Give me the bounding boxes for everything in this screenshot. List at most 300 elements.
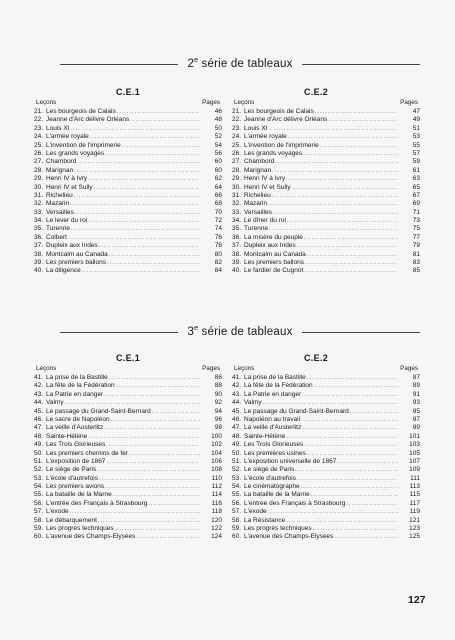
lesson-number: 47. xyxy=(34,424,44,432)
lesson-title: La veille d'Austerlitz xyxy=(46,424,104,432)
lesson-title: La Résistance xyxy=(244,516,286,524)
dot-leader xyxy=(136,533,200,541)
lesson-number: 49. xyxy=(232,441,242,449)
lesson-title: Le dîner du roi xyxy=(244,217,286,225)
lesson-number: 33. xyxy=(34,208,44,216)
lesson-number: 38. xyxy=(34,250,44,258)
dot-leader xyxy=(116,382,200,390)
column-title: C.E.2 xyxy=(304,353,329,363)
dot-leader xyxy=(115,525,200,533)
lesson-number: 50. xyxy=(34,449,44,457)
lesson-number: 31. xyxy=(34,191,44,199)
lesson-number: 35. xyxy=(34,225,44,233)
lesson-row xyxy=(34,475,222,483)
lesson-title: Turenne xyxy=(46,225,70,233)
lesson-row xyxy=(232,209,420,217)
dot-leader xyxy=(148,500,200,508)
lesson-number: 55. xyxy=(232,491,242,499)
dot-leader xyxy=(109,251,200,259)
lesson-page: 51 xyxy=(412,124,420,132)
series-3-heading xyxy=(60,324,420,340)
lesson-page: 104 xyxy=(211,449,222,457)
lesson-row xyxy=(232,475,420,483)
lesson-title: La diligence xyxy=(46,267,81,275)
lesson-row xyxy=(34,142,222,150)
lesson-title: Les premiers avions xyxy=(46,483,105,491)
lesson-page: 100 xyxy=(211,432,222,440)
lesson-page: 95 xyxy=(412,407,420,415)
lesson-title: Les progrès techniques xyxy=(244,525,312,533)
lesson-title: Louis XI xyxy=(46,124,70,132)
lesson-number: 43. xyxy=(232,390,242,398)
lesson-row xyxy=(232,399,420,407)
lesson-row xyxy=(34,209,222,217)
lesson-page: 76 xyxy=(214,233,222,241)
lesson-title: Chambord xyxy=(46,158,77,166)
lesson-title: Les Trois Glorieuses xyxy=(244,441,304,449)
lesson-number: 49. xyxy=(34,441,44,449)
lesson-number: 57. xyxy=(34,508,44,516)
lesson-title: La Patrie en danger xyxy=(46,390,104,398)
column-header xyxy=(232,364,420,374)
lesson-row xyxy=(34,133,222,141)
lesson-number: 60. xyxy=(34,533,44,541)
dot-leader xyxy=(315,108,398,116)
lecons-label: Leçons xyxy=(234,365,255,372)
lesson-row xyxy=(232,158,420,166)
lesson-row xyxy=(34,125,222,133)
lesson-row xyxy=(34,175,222,183)
lesson-page: 83 xyxy=(412,259,420,267)
lesson-list xyxy=(34,374,222,542)
lesson-page: 99 xyxy=(412,424,420,432)
lesson-title: Mazarin xyxy=(244,200,268,208)
lesson-number: 29. xyxy=(232,175,242,183)
lesson-page: 50 xyxy=(214,124,222,132)
lesson-number: 36. xyxy=(34,233,44,241)
lesson-title: La fête de la Fédération xyxy=(46,382,115,390)
lesson-title: Les premiers ballons xyxy=(244,259,304,267)
lesson-page: 91 xyxy=(412,390,420,398)
pages-label: Pages xyxy=(400,99,418,106)
lesson-title: Dupleix aux Indes xyxy=(244,242,296,250)
dot-leader xyxy=(70,200,200,208)
dot-leader xyxy=(75,209,200,217)
lesson-number: 37. xyxy=(232,242,242,250)
column-header xyxy=(232,98,420,108)
lesson-number: 34. xyxy=(232,217,242,225)
lesson-title: L'avenue des Champs-Elysées xyxy=(46,533,136,541)
lesson-page: 119 xyxy=(409,508,420,516)
lesson-title: Les progrès techniques xyxy=(46,525,114,533)
lesson-title: Dupleix aux Indes xyxy=(46,242,98,250)
dot-leader xyxy=(90,133,200,141)
lesson-page: 112 xyxy=(211,483,222,491)
dot-leader xyxy=(104,424,200,432)
lesson-title: L'exposition de 1867 xyxy=(46,457,106,465)
series-2-ce2-column xyxy=(232,86,420,276)
lesson-row xyxy=(232,382,420,390)
lesson-page: 117 xyxy=(409,499,420,507)
lesson-row xyxy=(232,225,420,233)
lesson-row xyxy=(232,116,420,124)
pages-label: Pages xyxy=(202,365,220,372)
dot-leader xyxy=(297,242,398,250)
lesson-row xyxy=(34,441,222,449)
series-2-ce1-column xyxy=(34,86,222,276)
lesson-number: 45. xyxy=(232,407,242,415)
lesson-title: L'avenue des Champs-Elysées xyxy=(244,533,334,541)
lesson-page: 106 xyxy=(211,457,222,465)
lesson-row xyxy=(232,508,420,516)
lesson-page: 78 xyxy=(214,242,222,250)
dot-leader xyxy=(94,184,200,192)
lesson-number: 24. xyxy=(34,133,44,141)
lesson-number: 25. xyxy=(232,141,242,149)
lesson-page: 87 xyxy=(412,374,420,381)
lesson-page: 102 xyxy=(211,441,222,449)
dot-leader xyxy=(98,517,200,525)
lesson-title: La fête de la Fédération xyxy=(244,382,313,390)
lesson-page: 52 xyxy=(214,133,222,141)
lesson-row xyxy=(232,234,420,242)
lesson-title: La bataille de la Marne xyxy=(244,491,310,499)
lesson-number: 53. xyxy=(34,474,44,482)
lesson-page: 54 xyxy=(214,141,222,149)
lesson-page: 56 xyxy=(214,149,222,157)
lesson-page: 48 xyxy=(214,116,222,124)
dot-leader xyxy=(129,450,200,458)
lesson-title: Le lever du roi xyxy=(46,217,88,225)
lesson-row xyxy=(34,116,222,124)
lesson-row xyxy=(34,374,222,382)
lesson-number: 56. xyxy=(34,499,44,507)
dot-leader xyxy=(314,382,398,390)
lesson-title: La bataille de la Marne xyxy=(46,491,112,499)
lesson-title: Henri IV et Sully xyxy=(46,183,93,191)
dot-leader xyxy=(350,408,398,416)
lesson-title: L'école d'autrefois xyxy=(46,474,98,482)
dot-leader xyxy=(263,399,398,407)
dot-leader xyxy=(301,416,398,424)
lesson-title: L'invention de l'imprimerie xyxy=(46,141,121,149)
lesson-title: Les grands voyages xyxy=(46,149,105,157)
lesson-row xyxy=(232,192,420,200)
lesson-page: 67 xyxy=(412,191,420,199)
dot-leader xyxy=(77,158,200,166)
lesson-number: 38. xyxy=(232,250,242,258)
lesson-row xyxy=(232,500,420,508)
lesson-number: 35. xyxy=(232,225,242,233)
lesson-page: 98 xyxy=(214,424,222,432)
lesson-page: 70 xyxy=(214,208,222,216)
lesson-page: 105 xyxy=(409,449,420,457)
lesson-page: 61 xyxy=(412,166,420,174)
lesson-title: Jeanne d'Arc délivre Orléans xyxy=(244,116,328,124)
lesson-row xyxy=(34,158,222,166)
lesson-row xyxy=(34,500,222,508)
lesson-row xyxy=(34,466,222,474)
lesson-page: 63 xyxy=(412,175,420,183)
lesson-row xyxy=(34,234,222,242)
lesson-number: 41. xyxy=(232,374,242,381)
lesson-title: Marignan xyxy=(46,166,74,174)
lesson-title: Versailles xyxy=(244,208,272,216)
lesson-title: Sainte-Hélène xyxy=(46,432,88,440)
dot-leader xyxy=(334,533,398,541)
dot-leader xyxy=(302,424,398,432)
lesson-page: 121 xyxy=(409,516,420,524)
lesson-title: Les Trois Glorieuses xyxy=(46,441,106,449)
lesson-page: 47 xyxy=(412,108,420,115)
lesson-page: 81 xyxy=(412,250,420,258)
heading-rule-right xyxy=(302,332,420,333)
lesson-number: 26. xyxy=(34,149,44,157)
lesson-page: 60 xyxy=(214,158,222,166)
dot-leader xyxy=(346,500,398,508)
lesson-page: 125 xyxy=(409,533,420,541)
dot-leader xyxy=(104,391,200,399)
lesson-title: Turenne xyxy=(244,225,268,233)
dot-leader xyxy=(286,433,398,441)
lesson-number: 40. xyxy=(232,267,242,275)
lesson-number: 28. xyxy=(34,166,44,174)
lesson-row xyxy=(232,150,420,158)
lesson-page: 115 xyxy=(409,491,420,499)
lesson-page: 111 xyxy=(410,474,420,482)
lesson-number: 56. xyxy=(232,499,242,507)
lesson-title: La misère du peuple xyxy=(244,233,303,241)
lesson-number: 59. xyxy=(232,525,242,533)
lesson-page: 73 xyxy=(412,217,420,225)
dot-leader xyxy=(107,259,200,267)
lesson-page: 88 xyxy=(214,382,222,390)
lesson-number: 30. xyxy=(34,183,44,191)
dot-leader xyxy=(275,158,398,166)
dot-leader xyxy=(286,175,398,183)
lesson-number: 41. xyxy=(34,374,44,381)
lesson-page: 74 xyxy=(214,225,222,233)
lesson-title: La prise de la Bastille xyxy=(46,374,108,381)
lesson-number: 60. xyxy=(232,533,242,541)
lesson-page: 124 xyxy=(211,533,222,541)
lesson-page: 49 xyxy=(412,116,420,124)
lesson-number: 55. xyxy=(34,491,44,499)
lesson-page: 66 xyxy=(214,191,222,199)
lesson-number: 21. xyxy=(232,108,242,115)
lesson-title: Les premiers chemins de fer xyxy=(46,449,129,457)
lesson-row xyxy=(232,491,420,499)
lesson-number: 57. xyxy=(232,508,242,516)
lesson-page: 75 xyxy=(412,225,420,233)
lesson-row xyxy=(34,517,222,525)
lesson-page: 84 xyxy=(214,267,222,275)
lesson-page: 107 xyxy=(409,457,420,465)
lesson-number: 26. xyxy=(232,149,242,157)
series-3-ce2-column xyxy=(232,352,420,542)
lesson-row xyxy=(34,251,222,259)
dot-leader xyxy=(113,491,200,499)
lesson-title: Le fardier de Cugnot xyxy=(244,267,304,275)
dot-leader xyxy=(295,466,398,474)
heading-rule-left xyxy=(60,64,178,65)
dot-leader xyxy=(117,108,200,116)
lesson-number: 54. xyxy=(232,483,242,491)
lesson-page: 71 xyxy=(412,208,420,216)
lesson-page: 90 xyxy=(214,390,222,398)
lesson-page: 97 xyxy=(412,415,420,423)
lesson-number: 34. xyxy=(34,217,44,225)
lesson-page: 82 xyxy=(214,259,222,267)
lesson-row xyxy=(34,533,222,541)
lesson-number: 54. xyxy=(34,483,44,491)
dot-leader xyxy=(302,391,398,399)
dot-leader xyxy=(307,374,398,382)
lesson-row xyxy=(232,217,420,225)
lesson-row xyxy=(232,184,420,192)
lesson-title: Colbert xyxy=(46,233,67,241)
lesson-title: Montcalm au Canada xyxy=(46,250,108,258)
column-title: C.E.2 xyxy=(304,87,329,97)
lesson-row xyxy=(232,242,420,250)
lesson-title: Le passage du Grand-Saint-Bernard xyxy=(244,407,349,415)
lesson-page: 57 xyxy=(412,149,420,157)
dot-leader xyxy=(88,433,200,441)
lesson-title: Henri IV à Ivry xyxy=(46,175,88,183)
lesson-number: 46. xyxy=(232,415,242,423)
lesson-number: 37. xyxy=(34,242,44,250)
series-2-title: 2e série de tableaux xyxy=(187,57,293,70)
lesson-title: Les premiers ballons xyxy=(46,259,106,267)
dot-leader xyxy=(106,458,200,466)
lesson-row xyxy=(232,200,420,208)
dot-leader xyxy=(99,242,200,250)
lesson-title: Henri IV et Sully xyxy=(244,183,291,191)
lesson-number: 58. xyxy=(232,516,242,524)
lesson-page: 60 xyxy=(214,166,222,174)
lesson-number: 36. xyxy=(232,233,242,241)
lesson-page: 69 xyxy=(412,200,420,208)
lesson-row xyxy=(232,259,420,267)
dot-leader xyxy=(122,142,200,150)
lesson-number: 46. xyxy=(34,415,44,423)
lesson-row xyxy=(34,108,222,116)
lesson-row xyxy=(34,450,222,458)
lesson-row xyxy=(232,466,420,474)
lesson-title: Le cinématographe xyxy=(244,483,300,491)
dot-leader xyxy=(105,483,200,491)
lesson-page: 72 xyxy=(214,217,222,225)
dot-leader xyxy=(82,267,200,275)
dot-leader xyxy=(74,167,200,175)
lesson-number: 53. xyxy=(232,474,242,482)
lesson-title: Marignan xyxy=(244,166,272,174)
lesson-title: Montcalm au Canada xyxy=(244,250,306,258)
lesson-number: 48. xyxy=(232,432,242,440)
lesson-row xyxy=(232,517,420,525)
lesson-page: 92 xyxy=(214,399,222,407)
column-header xyxy=(34,364,222,374)
lesson-title: Louis XI xyxy=(244,124,268,132)
lesson-page: 94 xyxy=(214,407,222,415)
lesson-number: 51. xyxy=(34,457,44,465)
column-header xyxy=(34,98,222,108)
lesson-number: 39. xyxy=(232,259,242,267)
lesson-page: 64 xyxy=(214,183,222,191)
dot-leader xyxy=(71,225,200,233)
lesson-number: 43. xyxy=(34,390,44,398)
lesson-page: 65 xyxy=(412,183,420,191)
lesson-number: 27. xyxy=(34,158,44,166)
lesson-page: 53 xyxy=(412,133,420,141)
dot-leader xyxy=(97,466,200,474)
lesson-row xyxy=(232,525,420,533)
lesson-number: 47. xyxy=(232,424,242,432)
lesson-title: L'armée royale xyxy=(46,133,89,141)
lesson-title: La veille d'Austerlitz xyxy=(244,424,302,432)
lesson-number: 59. xyxy=(34,525,44,533)
dot-leader xyxy=(68,234,200,242)
lesson-page: 116 xyxy=(211,499,222,507)
lesson-title: Les grands voyages xyxy=(244,149,303,157)
lesson-row xyxy=(34,267,222,275)
column-title: C.E.1 xyxy=(115,353,140,363)
lesson-number: 52. xyxy=(232,466,242,474)
lesson-row xyxy=(34,242,222,250)
lesson-row xyxy=(232,416,420,424)
column-title: C.E.1 xyxy=(115,87,140,97)
dot-leader xyxy=(320,142,398,150)
lesson-number: 31. xyxy=(232,191,242,199)
lesson-row xyxy=(232,441,420,449)
lesson-page: 86 xyxy=(214,374,222,381)
lesson-number: 44. xyxy=(34,399,44,407)
lesson-row xyxy=(34,508,222,516)
dot-leader xyxy=(305,259,398,267)
lesson-page: 80 xyxy=(214,250,222,258)
lesson-title: L'exode xyxy=(244,508,267,516)
dot-leader xyxy=(111,416,200,424)
lesson-number: 52. xyxy=(34,466,44,474)
series-2-heading xyxy=(60,56,420,72)
lesson-title: Le passage du Grand-Saint-Bernard xyxy=(46,407,151,415)
lesson-title: La Patrie en danger xyxy=(244,390,302,398)
lesson-title: Valmy xyxy=(244,399,262,407)
lesson-row xyxy=(34,433,222,441)
dot-leader xyxy=(71,125,201,133)
lesson-page: 68 xyxy=(214,200,222,208)
lesson-page: 109 xyxy=(409,466,420,474)
lesson-title: Les bourgeois de Calais xyxy=(244,108,314,115)
dot-leader xyxy=(273,209,398,217)
lesson-page: 79 xyxy=(412,242,420,250)
lesson-page: 114 xyxy=(211,491,222,499)
lesson-number: 50. xyxy=(232,449,242,457)
lesson-row xyxy=(34,458,222,466)
lesson-title: Napoléon au travail xyxy=(244,415,301,423)
dot-leader xyxy=(269,125,399,133)
lesson-page: 122 xyxy=(211,525,222,533)
lesson-number: 39. xyxy=(34,259,44,267)
lesson-row xyxy=(232,391,420,399)
lesson-row xyxy=(232,108,420,116)
lesson-list xyxy=(34,108,222,276)
dot-leader xyxy=(304,234,398,242)
heading-rule-right xyxy=(302,64,420,65)
lecons-label: Leçons xyxy=(36,99,57,106)
lesson-title: L'exposition universelle de 1867 xyxy=(244,457,337,465)
lesson-page: 103 xyxy=(409,441,420,449)
